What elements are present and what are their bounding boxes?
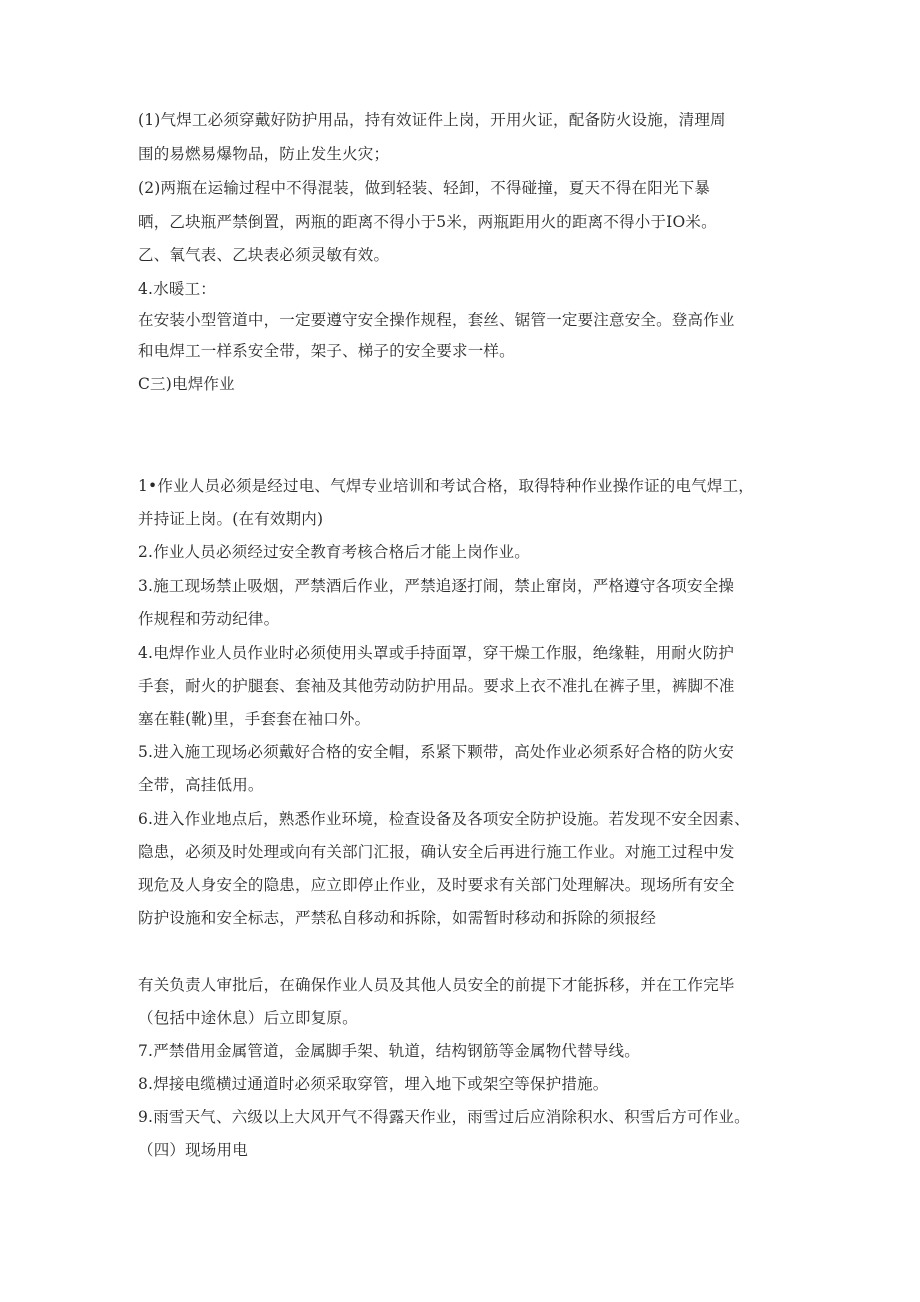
- text-line: 并持证上岗。(在有效期内): [138, 510, 324, 528]
- text-line: 和电焊工一样系安全带，架子、梯子的安全要求一样。: [138, 342, 515, 360]
- text-line: 9.雨雪天气、六级以上大风开气不得露天作业，雨雪过后应消除积水、积雪后方可作业。: [138, 1108, 750, 1126]
- text-line: 有关负责人审批后，在确保作业人员及其他人员安全的前提下才能拆移，并在工作完毕: [138, 976, 735, 994]
- text-line: 手套，耐火的护腿套、套袖及其他劳动防护用品。要求上衣不准扎在裤子里，裤脚不准: [138, 677, 735, 695]
- section-heading: （四）现场用电: [138, 1141, 248, 1159]
- text-line: 作规程和劳动纪律。: [138, 610, 280, 628]
- text-line: 7.严禁借用金属管道，金属脚手架、轨道，结构钢筋等金属物代替导线。: [138, 1042, 640, 1060]
- text-line: 围的易燃易爆物品，防止发生火灾；: [138, 145, 390, 163]
- text-line: 晒，乙块瓶严禁倒置，两瓶的距离不得小于5米，两瓶距用火的距离不得小于IO米。: [138, 213, 717, 231]
- text-line: （包括中途休息）后立即复原。: [138, 1009, 358, 1027]
- text-line: 在安装小型管道中，一定要遵守安全操作规程，套丝、锯管一定要注意安全。登高作业: [138, 311, 735, 329]
- text-line: 2.作业人员必须经过安全教育考核合格后才能上岗作业。: [138, 543, 530, 561]
- text-line: 6.进入作业地点后，熟悉作业环境，检查设备及各项安全防护设施。若发现不安全因素、: [138, 810, 750, 828]
- text-line: 塞在鞋(靴)里，手套套在袖口外。: [138, 710, 371, 728]
- text-line: 现危及人身安全的隐患，应立即停止作业，及时要求有关部门处理解决。现场所有安全: [138, 876, 735, 894]
- text-line: (2)两瓶在运输过程中不得混装，做到轻装、轻卸，不得碰撞，夏天不得在阳光下暴: [138, 179, 711, 197]
- text-line: 4.水暖工：: [138, 280, 216, 298]
- text-line: 4.电焊作业人员作业时必须使用头罩或手持面罩，穿干燥工作服，绝缘鞋，用耐火防护: [138, 644, 735, 662]
- text-line: 隐患，必须及时处理或向有关部门汇报，确认安全后再进行施工作业。对施工过程中发: [138, 843, 735, 861]
- text-line: 5.进入施工现场必须戴好合格的安全帽，系紧下颗带，高处作业必须系好合格的防火安: [138, 743, 735, 761]
- text-line: 防护设施和安全标志，严禁私自移动和拆除，如需暂时移动和拆除的须报经: [138, 909, 657, 927]
- text-line: 3.施工现场禁止吸烟，严禁酒后作业，严禁追逐打闹，禁止窜岗，严格遵守各项安全操: [138, 577, 735, 595]
- text-line: (1)气焊工必须穿戴好防护用品，持有效证件上岗，开用火证，配备防火设施，清理周: [138, 111, 726, 129]
- text-line: 乙、氧气表、乙块表必须灵敏有效。: [138, 246, 390, 264]
- text-line: 8.焊接电缆横过通道时必须采取穿管，埋入地下或架空等保护措施。: [138, 1075, 609, 1093]
- text-line: 1•作业人员必须是经过电、气焊专业培训和考试合格，取得特种作业操作证的电气焊工，: [138, 477, 755, 495]
- section-heading: C三)电焊作业: [138, 375, 235, 393]
- text-line: 全带，高挂低用。: [138, 776, 264, 794]
